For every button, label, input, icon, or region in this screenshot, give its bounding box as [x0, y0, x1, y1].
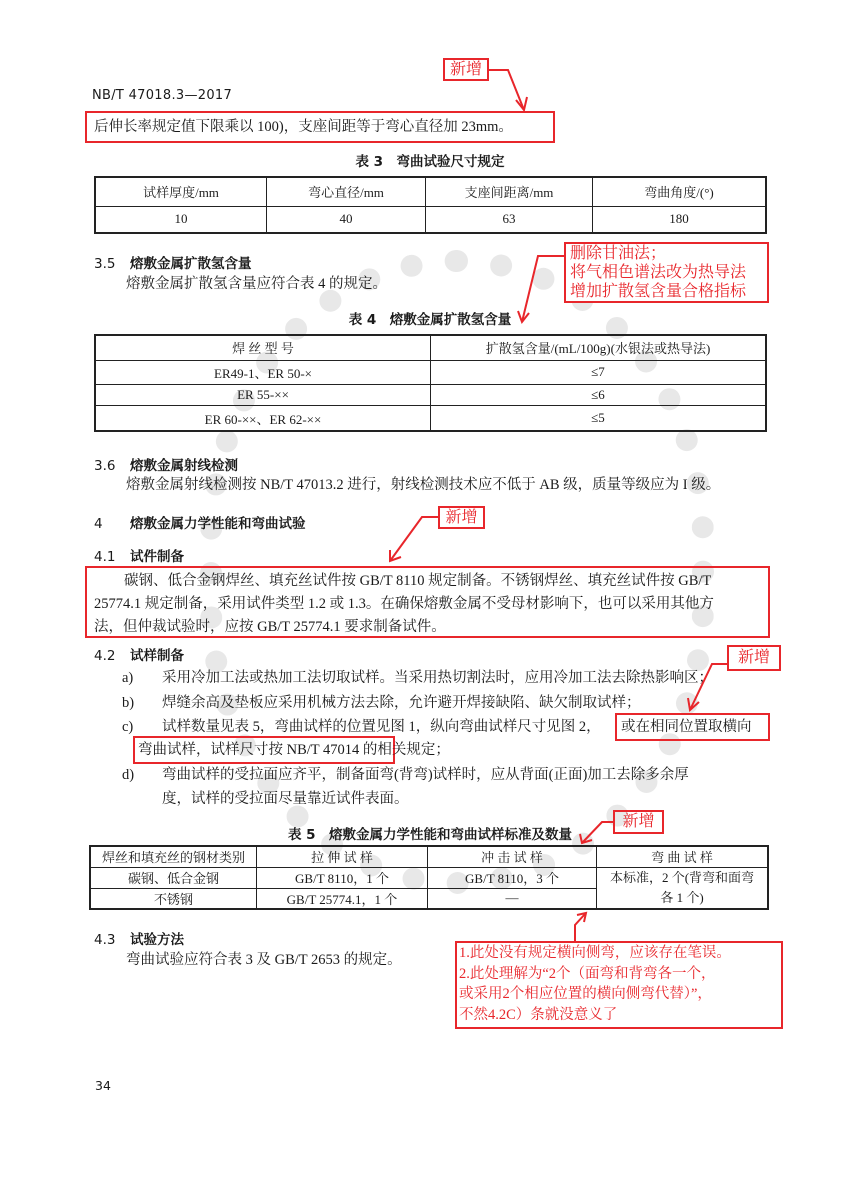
- continuation-text: 后伸长率规定值下限乘以 100)，支座间距等于弯心直径加 23mm。: [94, 119, 513, 135]
- table4-cell: ≤6: [431, 385, 767, 406]
- table3: [94, 176, 767, 234]
- section-4-heading: 4 熔敷金属力学性能和弯曲试验: [94, 516, 306, 532]
- table3-header: 弯曲角度/(°): [593, 177, 767, 206]
- table4-cell: ER 55-××: [95, 385, 431, 406]
- section-4-1-line: 法，但仲裁试验时，应按 GB/T 25774.1 要求制备试件。: [94, 619, 446, 635]
- table4: [94, 334, 767, 432]
- table5-cell: GB/T 8110，3 个: [428, 867, 597, 888]
- annotation-bend-note: 1.此处没有规定横向侧弯，应该存在笔误。 2.此处理解为“2个（面弯和背弯各一个， 或采用2个相应位置的横向侧弯代替）”， 不然4.2C）条就没意义了: [455, 941, 783, 1029]
- section-3-6-text: 熔敷金属射线检测按 NB/T 47013.2 进行，射线检测技术应不低于 AB 级，质量等级应为 I 级。: [126, 477, 721, 493]
- annotation-new-3: 新增: [727, 645, 781, 671]
- list-item-c-continuation: 弯曲试样，试样尺寸按 NB/T 47014 的相关规定；: [138, 742, 450, 758]
- table4-header: 扩散氢含量/(mL/100g)(水银法或热导法): [431, 335, 767, 360]
- page-number: 34: [95, 1078, 111, 1093]
- table5-header: 焊丝和填充丝的钢材类别: [90, 846, 257, 867]
- section-4-1-heading: 4.1 试件制备: [94, 549, 184, 565]
- table5-cell: GB/T 25774.1，1 个: [257, 888, 428, 909]
- table5-cell: 不锈钢: [90, 888, 257, 909]
- annotation-new-2: 新增: [438, 506, 485, 529]
- table3-cell: 40: [267, 206, 426, 233]
- annotation-new-4: 新增: [613, 810, 664, 834]
- table4-cell: ≤7: [431, 360, 767, 385]
- table-row: [95, 360, 766, 385]
- table5-cell: GB/T 8110，1 个: [257, 867, 428, 888]
- table5-header: 冲 击 试 样: [428, 846, 597, 867]
- list-item-a: a) 采用冷加工法或热加工法切取试样。当采用热切割法时，应用冷加工法去除热影响区；: [122, 670, 713, 686]
- table3-cell: 180: [593, 206, 767, 233]
- section-4-1-line: 碳钢、低合金钢焊丝、填充丝试件按 GB/T 8110 规定制备。不锈钢焊丝、填充丝试件按 GB/T: [124, 573, 712, 589]
- table5-header: 拉 伸 试 样: [257, 846, 428, 867]
- table-row: [95, 206, 766, 233]
- section-4-3-text: 弯曲试验应符合表 3 及 GB/T 2653 的规定。: [126, 952, 402, 968]
- table4-cell: ER49-1、ER 50-×: [95, 360, 431, 385]
- list-item-b: b) 焊缝余高及垫板应采用机械方法去除，允许避开焊接缺陷、缺欠制取试样；: [122, 695, 641, 711]
- table-row: [95, 385, 766, 406]
- table4-cell: ER 60-××、ER 62-××: [95, 406, 431, 431]
- table3-cell: 10: [95, 206, 267, 233]
- table3-cell: 63: [426, 206, 593, 233]
- standard-code: NB/T 47018.3—2017: [92, 88, 233, 103]
- table3-header: 试样厚度/mm: [95, 177, 267, 206]
- table4-cell: ≤5: [431, 406, 767, 431]
- table-row: [90, 867, 768, 888]
- table5-caption: 表 5 熔敷金属力学性能和弯曲试样标准及数量: [287, 827, 573, 843]
- section-4-3-heading: 4.3 试验方法: [94, 932, 184, 948]
- list-item-c-highlight: 或在相同位置取横向: [621, 719, 752, 735]
- section-3-5-text: 熔敷金属扩散氢含量应符合表 4 的规定。: [126, 276, 387, 292]
- table4-caption: 表 4 熔敷金属扩散氢含量: [348, 312, 512, 328]
- arrow-icon: [575, 914, 585, 941]
- table5-cell: 碳钢、低合金钢: [90, 867, 257, 888]
- table5-header: 弯 曲 试 样: [597, 846, 769, 867]
- section-3-5-heading: 3.5 熔敷金属扩散氢含量: [94, 256, 252, 272]
- table3-header: 弯心直径/mm: [267, 177, 426, 206]
- section-3-6-heading: 3.6 熔敷金属射线检测: [94, 458, 238, 474]
- table5: [89, 845, 769, 910]
- section-4-1-line: 25774.1 规定制备，采用试件类型 1.2 或 1.3。在确保熔敷金属不受母材影响下，也可以采用其他方: [94, 596, 714, 612]
- table5-cell: —: [428, 888, 597, 909]
- annotation-hydrogen-note: 删除甘油法； 将气相色谱法改为热导法 增加扩散氢含量合格指标: [564, 242, 769, 303]
- table3-caption: 表 3 弯曲试验尺寸规定: [355, 154, 505, 170]
- list-item-c: c) 试样数量见表 5，弯曲试样的位置见图 1，纵向弯曲试样尺寸见图 2，: [122, 719, 601, 735]
- table5-merged-cell: 本标准，2 个(背弯和面弯 各 1 个): [597, 867, 769, 909]
- list-item-d: d) 弯曲试样的受拉面应齐平，制备面弯(背弯)试样时，应从背面(正面)加工去除多余厚: [122, 767, 689, 783]
- arrow-icon: [489, 70, 524, 110]
- table3-header: 支座间距离/mm: [426, 177, 593, 206]
- annotation-new-1: 新增: [443, 58, 489, 81]
- arrow-icon: [390, 517, 438, 561]
- list-item-d-continuation: 度，试样的受拉面尽量靠近试件表面。: [162, 791, 409, 807]
- section-4-2-heading: 4.2 试样制备: [94, 648, 184, 664]
- table-row: [95, 406, 766, 431]
- table4-header: 焊 丝 型 号: [95, 335, 431, 360]
